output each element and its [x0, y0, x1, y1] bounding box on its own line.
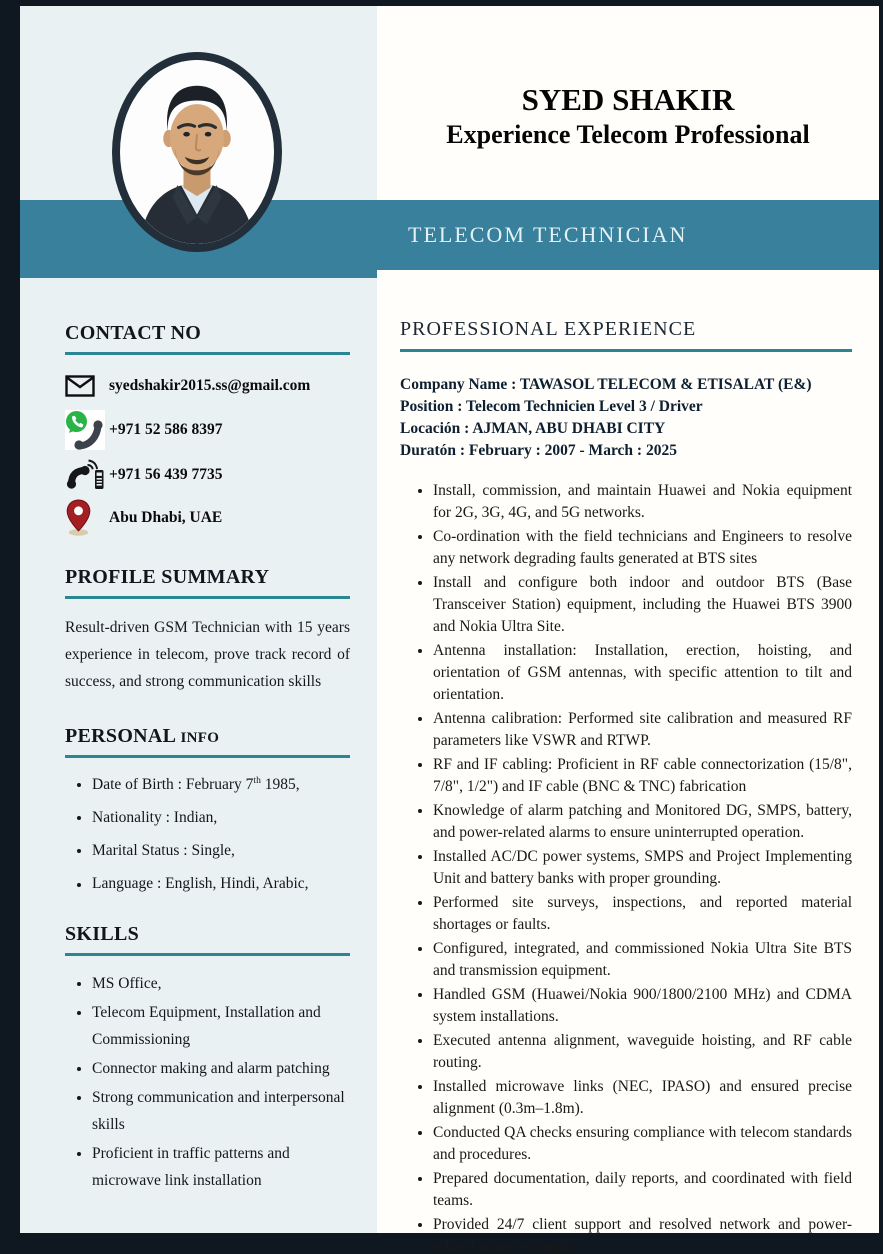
contact-phone-alt: +971 56 439 7735: [109, 465, 223, 483]
sidebar-content: [65, 322, 350, 1196]
skill-item: • Strong communication and interpersonal skills: [92, 1084, 350, 1138]
candidate-subtitle: Experience Telecom Professional: [446, 120, 810, 149]
contact-row-location: [65, 499, 350, 536]
whatsapp-phone-icon: [65, 410, 109, 450]
portrait-avatar: [120, 60, 274, 244]
experience-heading: PROFESSIONAL EXPERIENCE: [400, 318, 852, 352]
experience-bullet: • Installed AC/DC power systems, SMPS and Project Implementing Unit and battery banks with proper grounding.: [433, 846, 852, 890]
personal-info-heading: PERSONAL INFO: [65, 725, 350, 758]
experience-bullet: • Executed antenna alignment, waveguide hoisting, and RF cable routing.: [433, 1030, 852, 1074]
experience-meta-line: Position : Telecom Technicien Level 3 / Driver: [400, 398, 703, 415]
skill-item: • MS Office,: [92, 970, 350, 997]
experience-bullet: • Install and configure both indoor and outdoor BTS (Base Transceiver Station) equipment, including the Huawei BTS 3900 and Nokia Ultra Site.: [433, 572, 852, 638]
experience-bullet: • Handled GSM (Huawei/Nokia 900/1800/2100 MHz) and CDMA system installations.: [433, 984, 852, 1028]
experience-bullet-list: [400, 480, 852, 1254]
experience-meta-line: Locación : AJMAN, ABU DHABI CITY: [400, 420, 666, 437]
email-icon: [65, 375, 109, 397]
experience-meta-line: Company Name : TAWASOL TELECOM & ETISALAT (E&): [400, 376, 812, 393]
phone-signal-icon: [65, 458, 109, 491]
main-column: [377, 6, 879, 1254]
experience-meta: [400, 374, 852, 462]
contact-location: Abu Dhabi, UAE: [109, 508, 223, 526]
contact-section: [65, 322, 350, 536]
skill-item: • Telecom Equipment, Installation and Commissioning: [92, 999, 350, 1053]
candidate-name: SYED SHAKIR: [521, 82, 735, 117]
contact-row-whatsapp: [65, 410, 350, 450]
experience-bullet: • Performed site surveys, inspections, and reported material shortages or faults.: [433, 892, 852, 936]
profile-summary-heading: PROFILE SUMMARY: [65, 566, 350, 599]
resume-sheet: [20, 6, 879, 1254]
profile-summary-text: Result-driven GSM Technician with 15 years experience in telecom, prove track record of success, and strong communication skills: [65, 619, 350, 690]
experience-bullet: • Conducted QA checks ensuring compliance with telecom standards and procedures.: [433, 1122, 852, 1166]
experience-bullet: • Antenna calibration: Performed site calibration and measured RF parameters like VSWR and RTWP.: [433, 708, 852, 752]
personal-info-item: • Marital Status : Single,: [92, 838, 350, 859]
experience-bullet: • Configured, integrated, and commissioned Nokia Ultra Site BTS and transmission equipment.: [433, 938, 852, 982]
personal-info-item: • Date of Birth : February 7th 1985,: [92, 772, 350, 793]
skills-list: [65, 970, 350, 1194]
experience-bullet: • Antenna installation: Installation, erection, hoisting, and orientation of GSM antennas, with specific attention to tilt and orientation.: [433, 640, 852, 706]
personal-info-item: • Language : English, Hindi, Arabic,: [92, 871, 350, 892]
profile-summary-section: [65, 566, 350, 695]
contact-email: syedshakir2015.ss@gmail.com: [109, 376, 311, 394]
contact-heading: CONTACT NO: [65, 322, 350, 355]
personal-info-section: [65, 725, 350, 893]
experience-bullet: • Co-ordination with the field technicians and Engineers to resolve any network degrading faults generated at BTS sites: [433, 526, 852, 570]
personal-info-item: • Nationality : Indian,: [92, 805, 350, 826]
experience-bullet: • Prepared documentation, daily reports, and coordinated with field teams.: [433, 1168, 852, 1212]
skill-item: • Connector making and alarm patching: [92, 1055, 350, 1082]
experience-bullet: • Knowledge of alarm patching and Monitored DG, SMPS, battery, and power-related alarms to ensure uninterrupted operation.: [433, 800, 852, 844]
skill-item: • Proficient in traffic patterns and microwave link installation: [92, 1140, 350, 1194]
experience-bullet: • Installed microwave links (NEC, IPASO) and ensured precise alignment (0.3m–1.8m).: [433, 1076, 852, 1120]
experience-bullet: • RF and IF cabling: Proficient in RF cable connectorization (15/8", 7/8", 1/2") and IF cable (BNC & TNC) fabrication: [433, 754, 852, 798]
contact-row-phone: [65, 456, 350, 493]
experience-meta-line: Duratón : February : 2007 - March : 2025: [400, 442, 677, 459]
skills-section: [65, 923, 350, 1194]
skills-heading: SKILLS: [65, 923, 350, 956]
experience-content: [400, 318, 852, 1254]
experience-bullet: • Install, commission, and maintain Huawei and Nokia equipment for 2G, 3G, 4G, and 5G networks.: [433, 480, 852, 524]
profile-photo: [112, 52, 282, 252]
sidebar: [20, 6, 377, 1233]
personal-info-list: [65, 772, 350, 893]
contact-phone-whatsapp: +971 52 586 8397: [109, 421, 223, 438]
experience-bullet: • Provided 24/7 client support and resolved network and power-related issues promptly.: [433, 1214, 852, 1254]
contact-row-email: [65, 367, 350, 404]
job-title-banner: TELECOM TECHNICIAN: [408, 222, 688, 247]
location-pin-icon: [65, 499, 109, 536]
